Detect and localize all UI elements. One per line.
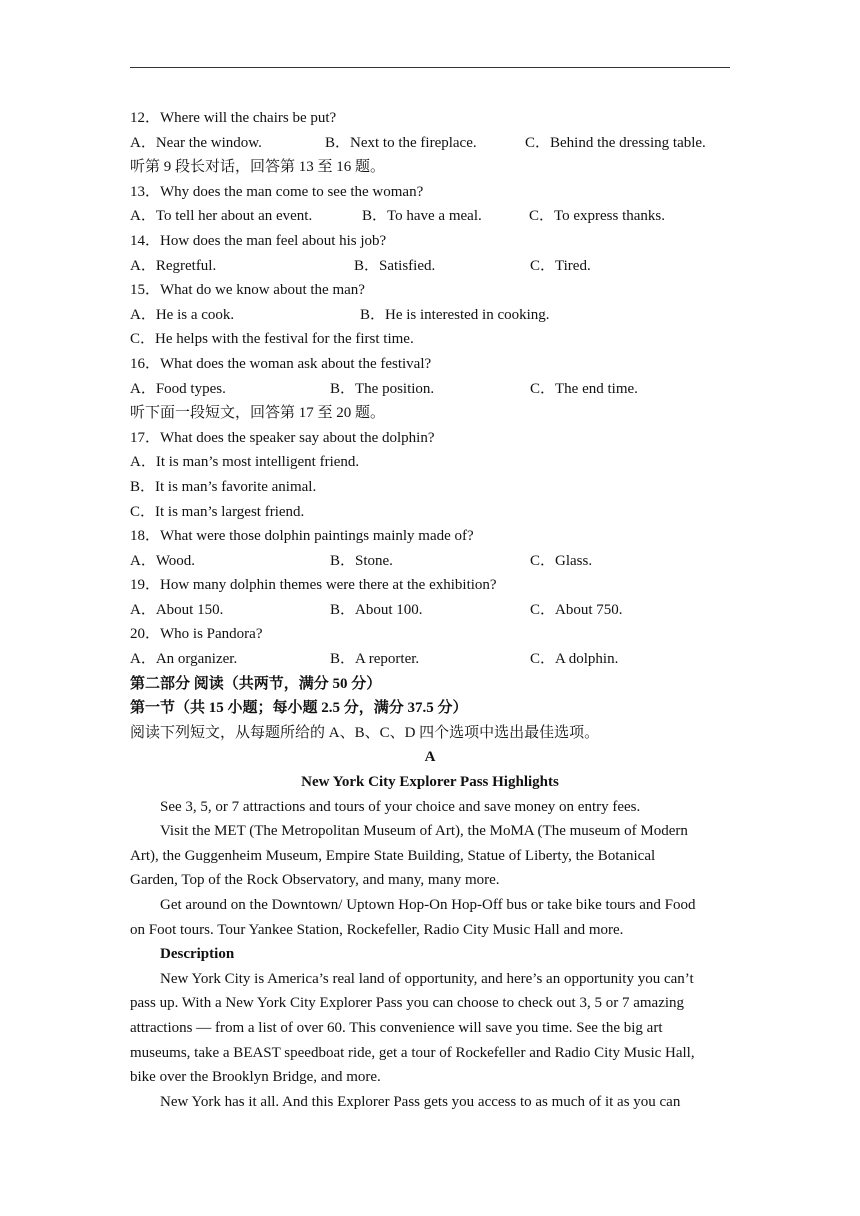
passage-p4-line-5: bike over the Brooklyn Bridge, and more. xyxy=(130,1069,381,1086)
option-a: A．To tell her about an event. xyxy=(130,208,313,225)
question-20: 20．Who is Pandora? xyxy=(130,626,263,643)
option-b: B．A reporter. xyxy=(330,651,420,668)
question-15-options-ab xyxy=(130,303,730,328)
option-c: C．A dolphin. xyxy=(530,651,619,668)
option-c: C．The end time. xyxy=(530,380,638,397)
passage-p4-line-3: attractions — from a list of over 60. This convenience will save you time. See the big art xyxy=(130,1019,663,1036)
option-a: A．He is a cook. xyxy=(130,306,235,323)
question-15: 15．What do we know about the man? xyxy=(130,282,365,299)
option-c: C．About 750. xyxy=(530,601,623,618)
passage-title: New York City Explorer Pass Highlights xyxy=(301,774,559,791)
question-13-options xyxy=(130,204,730,229)
passage-p3-line-2: on Foot tours. Tour Yankee Station, Rockefeller, Radio City Music Hall and more. xyxy=(130,921,624,938)
question-19-options xyxy=(130,598,730,623)
passage-letter: A xyxy=(424,749,436,766)
question-12: 12．Where will the chairs be put? xyxy=(130,110,337,126)
option-b: B．Stone. xyxy=(330,552,393,569)
option-b: B．He is interested in cooking. xyxy=(360,306,550,323)
option-a: A．Regretful. xyxy=(130,257,217,274)
question-19: 19．How many dolphin themes were there at the exhibition? xyxy=(130,577,497,594)
option-a: A．Near the window. xyxy=(130,134,262,151)
header-rule xyxy=(130,67,730,68)
question-18: 18．What were those dolphin paintings mainly made of? xyxy=(130,528,474,545)
question-20-options xyxy=(130,647,730,672)
option-a: A．About 150. xyxy=(130,601,224,618)
question-14: 14．How does the man feel about his job? xyxy=(130,232,387,249)
question-14-options xyxy=(130,254,730,279)
option-b: B．Satisfied. xyxy=(354,257,436,274)
passage-p4-line-1: New York City is America’s real land of opportunity, and here’s an opportunity you can’t xyxy=(160,970,694,987)
instruction-13-16: 听第 9 段长对话，回答第 13 至 16 题。 xyxy=(130,159,386,176)
question-17-option-a: A．It is man’s most intelligent friend. xyxy=(130,454,360,471)
option-c: C．Tired. xyxy=(530,257,591,274)
question-17-option-c: C．It is man’s largest friend. xyxy=(130,503,305,520)
option-c: C．Behind the dressing table. xyxy=(525,134,706,151)
passage-p2-line-2: Art), the Guggenheim Museum, Empire State Building, Statue of Liberty, the Botanical xyxy=(130,847,656,864)
part2-title: 第二部分 阅读（共两节，满分 50 分） xyxy=(130,675,382,692)
description-heading: Description xyxy=(160,946,235,963)
option-b: B．About 100. xyxy=(330,601,423,618)
option-c: C．To express thanks. xyxy=(529,208,666,225)
option-b: B．Next to the fireplace. xyxy=(325,134,477,151)
question-17: 17．What does the speaker say about the dolphin? xyxy=(130,429,435,446)
passage-p1-line-1: See 3, 5, or 7 attractions and tours of your choice and save money on entry fees. xyxy=(160,798,641,815)
passage-p3-line-1: Get around on the Downtown/ Uptown Hop-On Hop-Off bus or take bike tours and Food xyxy=(160,897,696,913)
option-c: C．Glass. xyxy=(530,552,593,569)
option-a: A．Food types. xyxy=(130,380,226,397)
instruction-17-20: 听下面一段短文，回答第 17 至 20 题。 xyxy=(130,405,386,422)
option-b: B．The position. xyxy=(330,380,435,397)
question-16-options xyxy=(130,377,730,402)
part2-section1: 第一节（共 15 小题；每小题 2.5 分，满分 37.5 分） xyxy=(130,700,468,717)
question-12-options xyxy=(130,131,730,156)
question-16: 16．What does the woman ask about the festival? xyxy=(130,355,432,372)
question-17-option-b: B．It is man’s favorite animal. xyxy=(130,478,317,495)
question-13: 13．Why does the man come to see the woman? xyxy=(130,183,424,200)
passage-p4-line-2: pass up. With a New York City Explorer Pass you can choose to check out 3, 5 or 7 amazing xyxy=(130,995,685,1012)
passage-p4-line-4: museums, take a BEAST speedboat ride, get a tour of Rockefeller and Radio City Music Hall, xyxy=(130,1044,695,1061)
option-a: A．An organizer. xyxy=(130,651,238,668)
passage-p2-line-3: Garden, Top of the Rock Observatory, and many, many more. xyxy=(130,872,500,889)
page-content xyxy=(130,106,730,1114)
option-b: B．To have a meal. xyxy=(362,208,482,225)
question-15-option-c: C．He helps with the festival for the first time. xyxy=(130,331,414,348)
part2-instruction: 阅读下列短文，从每题所给的 A、B、C、D 四个选项中选出最佳选项。 xyxy=(130,724,600,741)
passage-p2-line-1: Visit the MET (The Metropolitan Museum of Art), the MoMA (The museum of Modern xyxy=(160,823,688,840)
passage-p5-line-1: New York has it all. And this Explorer Pass gets you access to as much of it as you can xyxy=(160,1093,681,1110)
question-18-options xyxy=(130,549,730,574)
option-a: A．Wood. xyxy=(130,552,196,569)
